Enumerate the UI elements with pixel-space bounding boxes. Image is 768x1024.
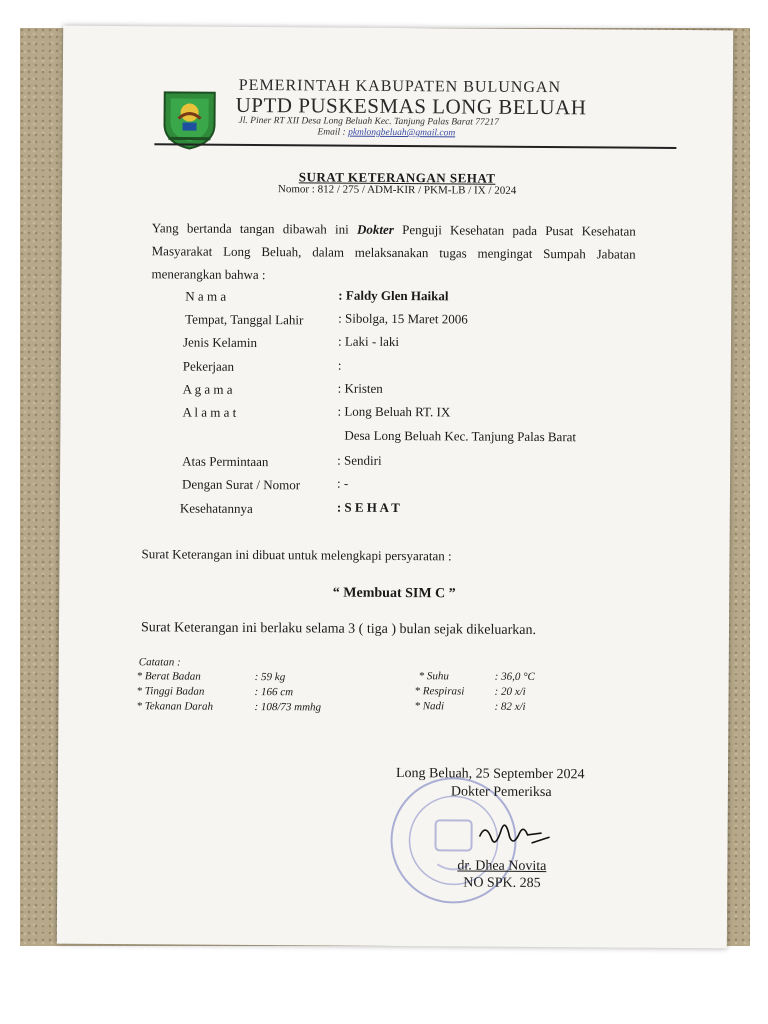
doctor-name: dr. Dhea Novita	[457, 858, 547, 875]
note-resp-label: * Respirasi	[414, 685, 465, 698]
header-address: Jl. Piner RT XII Desa Long Beluah Kec. Tanjung Palas Barat 77217	[238, 115, 500, 128]
intro-bold: Dokter	[356, 221, 394, 237]
header-divider	[154, 143, 676, 149]
header-email-line	[317, 127, 455, 138]
field-label-nama: N a m a	[185, 288, 227, 304]
field-label-kesehatan: Kesehatannya	[179, 500, 253, 517]
note-resp-value: : 20 x/i	[494, 685, 526, 698]
notes-label: Catatan :	[138, 656, 181, 669]
field-label-alamat: A l a m a t	[182, 404, 237, 420]
field-label-ttl: Tempat, Tanggal Lahir	[185, 311, 304, 328]
note-bp-label: * Tekanan Darah	[136, 700, 214, 713]
signature-place-date: Long Beluah, 25 September 2024	[395, 766, 585, 783]
field-value-alamat-2: Desa Long Beluah Kec. Tanjung Palas Barat	[344, 427, 577, 445]
email-link[interactable]: pkmlongbeluah@gmail.com	[348, 127, 456, 139]
field-value-pekerjaan: :	[337, 357, 342, 373]
field-label-surat: Dengan Surat / Nomor	[181, 476, 301, 493]
note-temp-value: : 36,0 °C	[494, 670, 535, 683]
field-value-agama: : Kristen	[337, 380, 383, 396]
field-label-gender: Jenis Kelamin	[182, 334, 258, 351]
doctor-spk: NO SPK. 285	[463, 875, 541, 892]
validity-text: Surat Keterangan ini berlaku selama 3 ( tiga ) bulan sejak dikeluarkan.	[140, 620, 537, 638]
field-value-permintaan: : Sendiri	[337, 452, 382, 468]
header-institution: UPTD PUSKESMAS LONG BELUAH	[235, 92, 587, 120]
field-value-nama: : Faldy Glen Haikal	[338, 287, 449, 304]
document-title: SURAT KETERANGAN SEHAT	[298, 169, 496, 186]
bulungan-logo-icon	[160, 88, 218, 150]
note-temp-label: * Suhu	[418, 670, 449, 683]
intro-paragraph	[151, 216, 635, 288]
document-number: Nomor : 812 / 275 / ADM-KIR / PKM-LB / IX / 2024	[277, 183, 517, 197]
note-height-value: : 166 cm	[254, 686, 294, 699]
field-value-alamat: : Long Beluah RT. IX	[337, 403, 451, 420]
purpose-text: “ Membuat SIM C ”	[332, 585, 456, 602]
field-value-surat: : -	[336, 475, 349, 491]
handwritten-signature-icon	[475, 815, 557, 856]
note-pulse-label: * Nadi	[414, 700, 445, 713]
field-value-ttl: : Sibolga, 15 Maret 2006	[338, 310, 468, 327]
note-pulse-value: : 82 x/i	[494, 700, 526, 713]
field-label-agama: A g a m a	[182, 381, 233, 397]
signature-role: Dokter Pemeriksa	[450, 784, 552, 801]
field-value-gender: : Laki - laki	[337, 333, 400, 350]
note-weight-value: : 59 kg	[254, 671, 286, 684]
note-weight-label: * Berat Badan	[136, 670, 201, 683]
field-label-permintaan: Atas Permintaan	[182, 453, 269, 470]
purpose-intro: Surat Keterangan ini dibuat untuk melengkapi persyaratan :	[141, 546, 452, 564]
email-label: Email :	[317, 127, 346, 138]
intro-pre: Yang bertanda tangan dibawah ini	[151, 220, 358, 237]
note-bp-value: : 108/73 mmhg	[254, 701, 322, 714]
header-government: PEMERINTAH KABUPATEN BULUNGAN	[238, 76, 562, 97]
intro-post: Penguji Kesehatan pada Pusat Kesehatan Masyarakat Long Beluah, dalam melaksanakan tugas mengingat Sumpah Jabatan menerangkan bahwa :	[151, 221, 636, 283]
document-paper	[57, 26, 733, 949]
note-height-label: * Tinggi Badan	[136, 685, 205, 698]
field-value-kesehatan: : S E H A T	[336, 499, 400, 516]
field-label-pekerjaan: Pekerjaan	[182, 358, 235, 374]
